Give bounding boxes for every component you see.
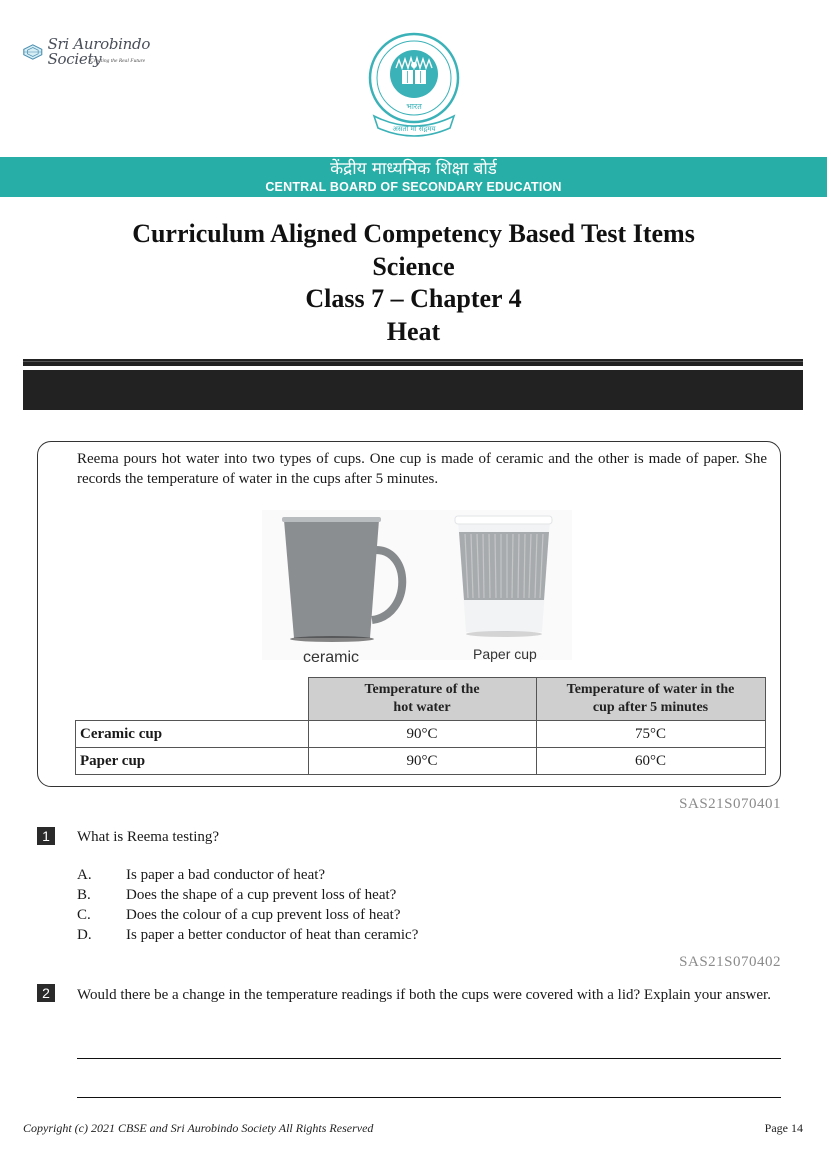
question-1-text: What is Reema testing? xyxy=(77,829,220,845)
option-text: Does the shape of a cup prevent loss of heat? xyxy=(126,887,397,903)
cbse-name-english: CENTRAL BOARD OF SECONDARY EDUCATION xyxy=(265,180,562,194)
row-label: Paper cup xyxy=(76,748,309,775)
col-header-after-5-min xyxy=(536,678,765,721)
paper-cup-caption: Paper cup xyxy=(473,646,537,662)
chapter-name: Heat xyxy=(386,316,441,346)
sas-emblem-icon xyxy=(22,43,44,61)
col1-line2: hot water xyxy=(393,700,451,715)
option-letter: C. xyxy=(77,907,91,923)
col2-line1: Temperature of water in the xyxy=(566,682,735,697)
option-text: Is paper a better conductor of heat than ceramic? xyxy=(126,927,419,943)
title-divider xyxy=(23,359,803,366)
table-row xyxy=(76,721,766,748)
cbse-header-band xyxy=(0,157,827,197)
after-temp: 60°C xyxy=(536,748,765,775)
col2-line2: cup after 5 minutes xyxy=(592,700,709,715)
question-number-badge: 2 xyxy=(37,984,55,1002)
option-text: Is paper a bad conductor of heat? xyxy=(126,867,326,883)
option-letter: D. xyxy=(77,927,92,943)
answer-line[interactable] xyxy=(77,1058,781,1059)
ceramic-caption: ceramic xyxy=(303,649,360,666)
section-bar xyxy=(23,370,803,410)
table-corner xyxy=(76,678,309,721)
hot-temp: 90°C xyxy=(308,748,536,775)
hot-temp: 90°C xyxy=(308,721,536,748)
after-temp: 75°C xyxy=(536,721,765,748)
svg-text:भारत: भारत xyxy=(406,102,422,111)
copyright-notice: Copyright (c) 2021 CBSE and Sri Aurobindo Society All Rights Reserved xyxy=(23,1121,374,1135)
item-id-q2: SAS21S070402 xyxy=(679,954,781,970)
option-text: Does the colour of a cup prevent loss of heat? xyxy=(126,907,401,923)
row-label: Ceramic cup xyxy=(76,721,309,748)
option-b[interactable] xyxy=(77,885,418,905)
option-letter: B. xyxy=(77,887,91,903)
subject-title: Science xyxy=(372,251,455,281)
question-1-options xyxy=(77,865,418,945)
cbse-name-hindi: केंद्रीय माध्यमिक शिक्षा बोर्ड xyxy=(330,159,497,179)
option-letter: A. xyxy=(77,867,92,883)
stimulus-text: Reema pours hot water into two types of cups. One cup is made of ceramic and the other is made of paper. She records the temperature of water in the cups after 5 minutes. xyxy=(77,451,767,487)
col-header-hot-water xyxy=(308,678,536,721)
table-row xyxy=(76,748,766,775)
col1-line1: Temperature of the xyxy=(364,682,480,697)
document-titles xyxy=(0,218,827,348)
option-d[interactable] xyxy=(77,925,418,945)
page-number: Page 14 xyxy=(764,1121,803,1135)
class-chapter-title: Class 7 – Chapter 4 xyxy=(305,284,522,313)
question-2-text: Would there be a change in the temperature readings if both the cups were covered with a lid? Explain your answer. xyxy=(77,987,771,1003)
temperature-table xyxy=(75,677,766,775)
doc-title: Curriculum Aligned Competency Based Test Items xyxy=(132,219,695,248)
table-header-row xyxy=(76,678,766,721)
sri-aurobindo-society-logo xyxy=(22,35,192,68)
paper-cup-icon xyxy=(455,516,552,637)
answer-line[interactable] xyxy=(77,1097,781,1098)
option-a[interactable] xyxy=(77,865,418,885)
sas-logo-text: Sri Aurobindo Society xyxy=(47,35,151,68)
cbse-seal-icon xyxy=(366,32,462,142)
question-number-badge: 1 xyxy=(37,827,55,845)
option-c[interactable] xyxy=(77,905,418,925)
svg-text:असतो मा सद्गमय: असतो मा सद्गमय xyxy=(392,125,436,133)
item-id-q1: SAS21S070401 xyxy=(679,796,781,812)
sas-tagline: Creating the Real Future xyxy=(90,58,146,64)
